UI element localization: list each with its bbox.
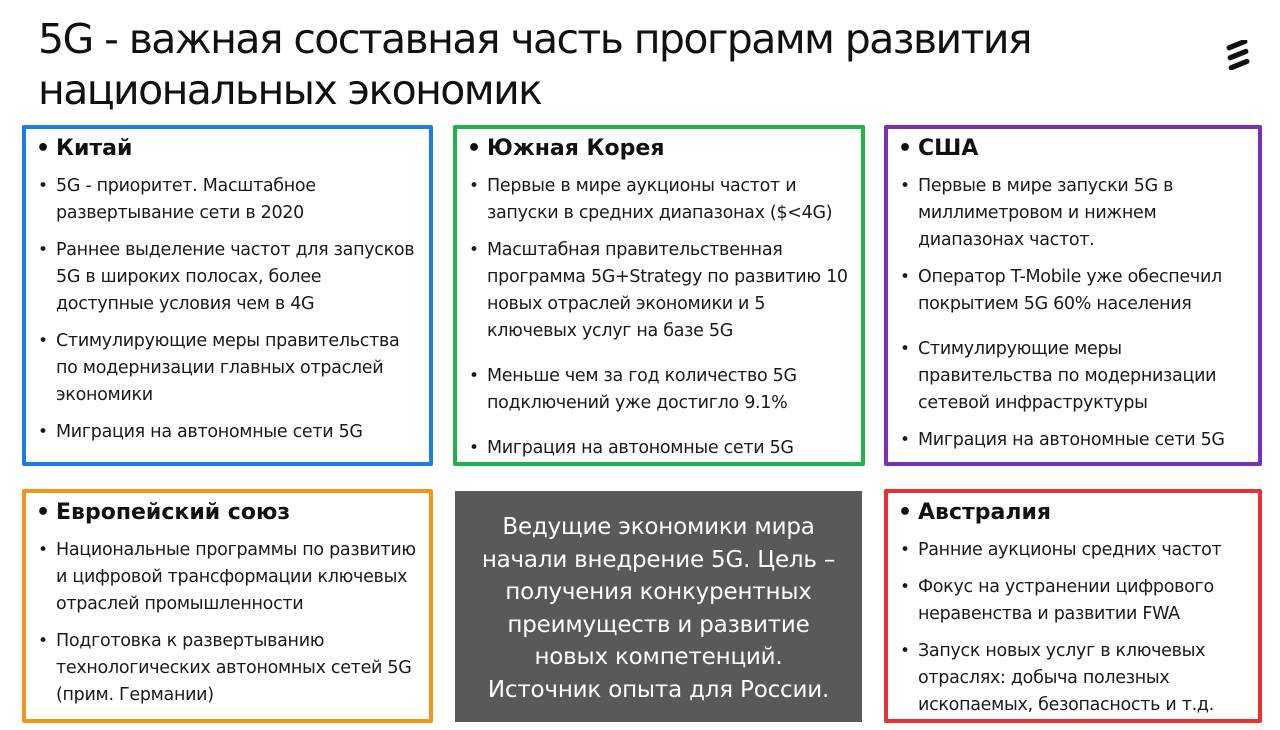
card-heading: • Южная Корея: [467, 136, 665, 161]
list-item: • Первые в мире запуски 5G в миллиметровом и нижнем диапазонах частот.: [898, 173, 1248, 254]
list-item: • Стимулирующие меры правительства по модернизации сетевой инфраструктуры: [898, 336, 1248, 417]
card-heading-text: Австралия: [918, 500, 1051, 525]
list-item: • Оператор T-Mobile уже обеспечил покрытием 5G 60% населения: [898, 264, 1248, 318]
card-heading: • Австралия: [898, 500, 1051, 525]
card-heading-text: США: [918, 136, 979, 161]
list-item: • Миграция на автономные сети 5G: [36, 419, 419, 446]
card-heading: • Европейский союз: [36, 500, 291, 525]
card-heading: • США: [898, 136, 979, 161]
list-item: • Фокус на устранении цифрового неравенства и развитии FWA: [898, 574, 1248, 628]
bullet-list: [36, 537, 419, 709]
bullet-list: [898, 537, 1248, 719]
summary-panel: [455, 491, 862, 722]
list-item: • 5G - приоритет. Масштабное развертывание сети в 2020: [36, 173, 419, 227]
list-item: • Ранние аукционы средних частот: [898, 537, 1248, 564]
list-item: • Миграция на автономные сети 5G: [467, 435, 851, 462]
ericsson-logo-icon: [1224, 40, 1252, 70]
summary-source-text: Источник опыта для России.: [487, 676, 830, 703]
card-china: [22, 125, 433, 466]
list-item: • Стимулирующие меры правительства по модернизации главных отраслей экономики: [36, 328, 419, 409]
bullet-list: [36, 173, 419, 446]
summary-text: Ведущие экономики мира начали внедрение 5G. Цель – получения конкурентных преимуществ и развитие новых компетенций.: [481, 514, 836, 670]
card-european-union: [22, 489, 433, 723]
card-south-korea: [453, 125, 865, 466]
bullet-list: [898, 173, 1248, 454]
list-item: • Раннее выделение частот для запусков 5G в широких полосах, более доступные условия чем в 4G: [36, 237, 419, 318]
card-heading-text: Европейский союз: [56, 500, 291, 525]
page-title: 5G - важная составная часть программ развития национальных экономик: [38, 15, 1031, 114]
list-item: • Подготовка к развертыванию технологических автономных сетей 5G (прим. Германии): [36, 628, 419, 709]
list-item: • Меньше чем за год количество 5G подключений уже достигло 9.1%: [467, 363, 851, 417]
list-item: • Первые в мире аукционы частот и запуски в средних диапазонах ($<4G): [467, 173, 851, 227]
card-heading-text: Южная Корея: [487, 136, 665, 161]
card-australia: [884, 489, 1262, 723]
card-heading-text: Китай: [56, 136, 133, 161]
card-usa: [884, 125, 1262, 466]
list-item: • Миграция на автономные сети 5G: [898, 427, 1248, 454]
card-heading: • Китай: [36, 136, 133, 161]
list-item: • Национальные программы по развитию и цифровой трансформации ключевых отраслей промышленности: [36, 537, 419, 618]
list-item: • Запуск новых услуг в ключевых отраслях: добыча полезных ископаемых, безопасность и т.д.: [898, 638, 1248, 719]
list-item: • Масштабная правительственная программа 5G+Strategy по развитию 10 новых отраслей экономики и 5 ключевых услуг на базе 5G: [467, 237, 851, 345]
bullet-list: [467, 173, 851, 462]
